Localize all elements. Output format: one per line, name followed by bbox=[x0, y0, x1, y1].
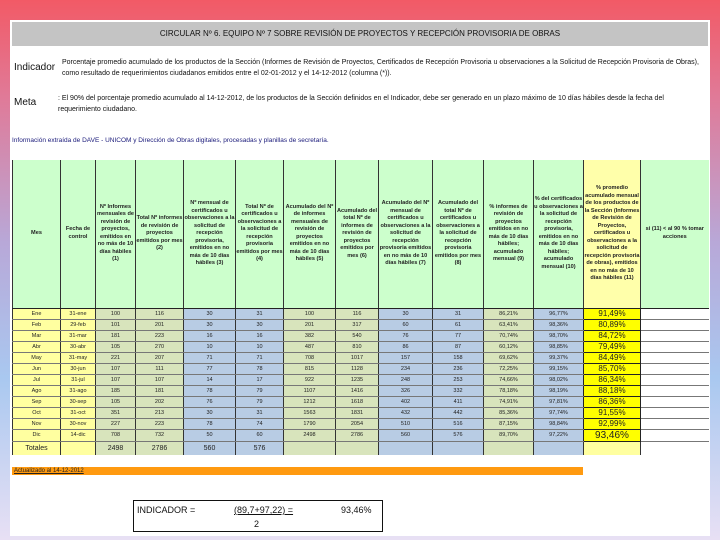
table-cell: 14-dic bbox=[61, 429, 96, 441]
table-cell: 815 bbox=[284, 363, 336, 374]
table-cell: 88,18% bbox=[584, 385, 641, 396]
table-cell: 78,18% bbox=[484, 385, 534, 396]
table-cell: 76 bbox=[184, 396, 236, 407]
table-cell: 234 bbox=[379, 363, 433, 374]
table-row bbox=[13, 407, 709, 418]
totals-row bbox=[13, 441, 709, 455]
updated-text: Actualizado al 14-12-2012 bbox=[14, 468, 84, 474]
column-header: Nº Informes mensuales de revisión de proyectos, emitidos en no más de 10 días hábiles (1) bbox=[96, 160, 136, 308]
column-header: % informes de revisión de proyectos emitidos en no más de 10 días hábiles; acumulado mensual (9) bbox=[484, 160, 534, 308]
table-cell: 50 bbox=[184, 429, 236, 441]
table-cell: 201 bbox=[136, 319, 184, 330]
table-cell: 317 bbox=[336, 319, 379, 330]
table-cell: 97,81% bbox=[534, 396, 584, 407]
table-cell: 63,41% bbox=[484, 319, 534, 330]
table-cell bbox=[641, 429, 709, 441]
table-row bbox=[13, 352, 709, 363]
totals-cell bbox=[484, 441, 534, 455]
formula-denominator: 2 bbox=[254, 519, 260, 529]
table-row bbox=[13, 341, 709, 352]
table-cell: 107 bbox=[96, 374, 136, 385]
table-cell: 91,49% bbox=[584, 308, 641, 319]
table-cell: 31-oct bbox=[61, 407, 96, 418]
table-cell: 101 bbox=[96, 319, 136, 330]
table-cell: 86 bbox=[379, 341, 433, 352]
table-cell: 105 bbox=[96, 341, 136, 352]
table-cell: 708 bbox=[284, 352, 336, 363]
table-cell: 70,74% bbox=[484, 330, 534, 341]
table-cell: 87 bbox=[433, 341, 484, 352]
table-cell: 79,49% bbox=[584, 341, 641, 352]
table-cell: 402 bbox=[379, 396, 433, 407]
table-cell: 540 bbox=[336, 330, 379, 341]
column-header: Acumulado del Nº mensual de certificados u observaciones a la solicitud de recepción provisoria emitidos en no más de 10 días hábiles (7) bbox=[379, 160, 433, 308]
table-cell: 78 bbox=[184, 385, 236, 396]
table-cell: 270 bbox=[136, 341, 184, 352]
totals-cell bbox=[336, 441, 379, 455]
table-cell: 17 bbox=[236, 374, 284, 385]
column-header: Total Nº de certificados u observaciones a la solicitud de recepción provisoria emitidos por mes (4) bbox=[236, 160, 284, 308]
totals-cell bbox=[584, 441, 641, 455]
table-cell: 100 bbox=[284, 308, 336, 319]
table-cell: 78 bbox=[184, 418, 236, 429]
table-cell: 181 bbox=[96, 330, 136, 341]
table-cell: 92,99% bbox=[584, 418, 641, 429]
table-cell: 2786 bbox=[336, 429, 379, 441]
table-cell: 107 bbox=[136, 374, 184, 385]
totals-cell bbox=[534, 441, 584, 455]
table-cell: Dic bbox=[13, 429, 61, 441]
column-header: Acumulado del total Nº de informes de revisión de proyectos emitidos por mes (6) bbox=[336, 160, 379, 308]
table-cell: 97,74% bbox=[534, 407, 584, 418]
totals-cell bbox=[284, 441, 336, 455]
table-cell: 30 bbox=[236, 319, 284, 330]
table-cell: 10 bbox=[184, 341, 236, 352]
column-header: Fecha de control bbox=[61, 160, 96, 308]
table-cell: 560 bbox=[379, 429, 433, 441]
table-cell: 77 bbox=[184, 363, 236, 374]
table-cell: 74,91% bbox=[484, 396, 534, 407]
table-cell: 31-jul bbox=[61, 374, 96, 385]
totals-cell: 2498 bbox=[96, 441, 136, 455]
totals-cell: Totales bbox=[13, 441, 61, 455]
table-cell: 74 bbox=[236, 418, 284, 429]
totals-cell bbox=[641, 441, 709, 455]
table-cell: 99,15% bbox=[534, 363, 584, 374]
table-cell: 922 bbox=[284, 374, 336, 385]
table-cell: 732 bbox=[136, 429, 184, 441]
table-cell: 100 bbox=[96, 308, 136, 319]
table-cell: 85,36% bbox=[484, 407, 534, 418]
table-cell: 60 bbox=[379, 319, 433, 330]
table-cell: 98,70% bbox=[534, 330, 584, 341]
table-cell: 97,22% bbox=[534, 429, 584, 441]
formula-numerator: (89,7+97,22) = bbox=[234, 505, 294, 515]
table-cell: 71 bbox=[236, 352, 284, 363]
table-cell bbox=[641, 396, 709, 407]
table-cell: 510 bbox=[379, 418, 433, 429]
table-cell: 223 bbox=[136, 418, 184, 429]
table-cell: 31 bbox=[236, 308, 284, 319]
table-cell: 98,36% bbox=[534, 319, 584, 330]
sheet-title: CIRCULAR Nº 6. EQUIPO Nº 7 SOBRE REVISIÓN DE PROYECTOS Y RECEPCIÓN PROVISORIA DE OBRAS bbox=[12, 22, 708, 46]
column-header: % promedio acumulado mensual de los productos de la Sección (Informes de Revisión de Proyectos, certificados u observaciones a la solicitud de recepción provisoria de obras), emitidos en no más de 10 días hábiles (11) bbox=[584, 160, 641, 308]
table-cell: 31 bbox=[433, 308, 484, 319]
table-cell: 86,34% bbox=[584, 374, 641, 385]
table-cell: 31-may bbox=[61, 352, 96, 363]
table-cell: 31-ene bbox=[61, 308, 96, 319]
table-cell bbox=[641, 319, 709, 330]
table-cell: 1128 bbox=[336, 363, 379, 374]
formula-result: 93,46% bbox=[341, 505, 372, 515]
column-header: Acumulado del Nº de informes mensuales de revisión de proyectos emitidos en no más de 10 días hábiles (5) bbox=[284, 160, 336, 308]
table-row bbox=[13, 385, 709, 396]
table-cell: 576 bbox=[433, 429, 484, 441]
table-cell: 1235 bbox=[336, 374, 379, 385]
table-cell: 213 bbox=[136, 407, 184, 418]
table-cell: Jul bbox=[13, 374, 61, 385]
totals-cell: 560 bbox=[184, 441, 236, 455]
table-cell: 116 bbox=[136, 308, 184, 319]
table-cell: 79 bbox=[236, 396, 284, 407]
column-header: Total Nº informes de revisión de proyectos emitidos por mes (2) bbox=[136, 160, 184, 308]
table-cell: 30 bbox=[379, 308, 433, 319]
totals-cell: 576 bbox=[236, 441, 284, 455]
table-cell: 30 bbox=[184, 319, 236, 330]
table-cell: Oct bbox=[13, 407, 61, 418]
table-cell: 89,70% bbox=[484, 429, 534, 441]
table-cell: Abr bbox=[13, 341, 61, 352]
table-cell: 1790 bbox=[284, 418, 336, 429]
table-cell: 84,49% bbox=[584, 352, 641, 363]
table-cell: 201 bbox=[284, 319, 336, 330]
table-cell: 107 bbox=[96, 363, 136, 374]
table-cell: 432 bbox=[379, 407, 433, 418]
column-header: si (11) < al 90 % tomar acciones bbox=[641, 160, 709, 308]
table-cell: 442 bbox=[433, 407, 484, 418]
table-cell: Jun bbox=[13, 363, 61, 374]
table-cell: 16 bbox=[236, 330, 284, 341]
table-cell: 60,12% bbox=[484, 341, 534, 352]
table-cell bbox=[641, 418, 709, 429]
table-cell: Feb bbox=[13, 319, 61, 330]
meta-label: Meta bbox=[14, 97, 37, 108]
table-cell: 810 bbox=[336, 341, 379, 352]
table-cell: 487 bbox=[284, 341, 336, 352]
table-row bbox=[13, 308, 709, 319]
table-cell: 86,36% bbox=[584, 396, 641, 407]
table-cell bbox=[641, 385, 709, 396]
table-cell: 253 bbox=[433, 374, 484, 385]
table-cell: 30-jun bbox=[61, 363, 96, 374]
table-cell: 2054 bbox=[336, 418, 379, 429]
table-cell: 61 bbox=[433, 319, 484, 330]
table-cell: 2498 bbox=[284, 429, 336, 441]
table-cell: 71 bbox=[184, 352, 236, 363]
table-cell: 1563 bbox=[284, 407, 336, 418]
table-cell: 1212 bbox=[284, 396, 336, 407]
table-cell bbox=[641, 407, 709, 418]
table-cell: 202 bbox=[136, 396, 184, 407]
table-cell: 98,19% bbox=[534, 385, 584, 396]
table-cell: 72,25% bbox=[484, 363, 534, 374]
table-row bbox=[13, 396, 709, 407]
table-cell: 60 bbox=[236, 429, 284, 441]
column-header: % del certificados u observaciones a la solicitud de recepción provisoria, emitidos en no más de 10 días hábiles; acumulado mensual (10) bbox=[534, 160, 584, 308]
table-cell: 516 bbox=[433, 418, 484, 429]
source-note: Información extraída de DAVE - UNICOM y Dirección de Obras digitales, procesadas y planillas de secretaría. bbox=[12, 137, 329, 144]
totals-cell bbox=[379, 441, 433, 455]
table-cell: 16 bbox=[184, 330, 236, 341]
table-cell: 99,37% bbox=[534, 352, 584, 363]
table-cell: 31-mar bbox=[61, 330, 96, 341]
table-cell: Ago bbox=[13, 385, 61, 396]
table-cell: 98,85% bbox=[534, 341, 584, 352]
table-cell: 69,62% bbox=[484, 352, 534, 363]
table-row bbox=[13, 418, 709, 429]
table-cell: 158 bbox=[433, 352, 484, 363]
totals-cell: 2786 bbox=[136, 441, 184, 455]
table-cell: 1416 bbox=[336, 385, 379, 396]
table-cell: 227 bbox=[96, 418, 136, 429]
table-cell: 411 bbox=[433, 396, 484, 407]
table-cell: 14 bbox=[184, 374, 236, 385]
table-cell bbox=[641, 363, 709, 374]
table-cell: 326 bbox=[379, 385, 433, 396]
table-cell: 30-abr bbox=[61, 341, 96, 352]
column-header: Mes bbox=[13, 160, 61, 308]
table-row bbox=[13, 330, 709, 341]
table-cell: 223 bbox=[136, 330, 184, 341]
table-row bbox=[13, 374, 709, 385]
table-cell: 76 bbox=[379, 330, 433, 341]
table-cell: 87,15% bbox=[484, 418, 534, 429]
table-cell: 1618 bbox=[336, 396, 379, 407]
column-header: Nº mensual de certificados u observaciones a la solicitud de recepción provisoria, emitidos en no más de 10 días hábiles (3) bbox=[184, 160, 236, 308]
table-cell bbox=[641, 308, 709, 319]
table-cell: 80,89% bbox=[584, 319, 641, 330]
table-cell: 79 bbox=[236, 385, 284, 396]
table-cell: 31-ago bbox=[61, 385, 96, 396]
table-cell bbox=[641, 341, 709, 352]
table-cell: 93,46% bbox=[584, 429, 641, 441]
table-cell: 98,84% bbox=[534, 418, 584, 429]
table-cell: 332 bbox=[433, 385, 484, 396]
table-cell: 248 bbox=[379, 374, 433, 385]
table-cell: 77 bbox=[433, 330, 484, 341]
table-cell: Sep bbox=[13, 396, 61, 407]
indicador-label: Indicador bbox=[14, 62, 56, 73]
table-cell: 181 bbox=[136, 385, 184, 396]
table-cell: 30 bbox=[184, 308, 236, 319]
table-cell: 30-sep bbox=[61, 396, 96, 407]
column-header: Acumulado del total Nº de certificados u observaciones a la solicitud de recepción provisoria emitidos por mes (8) bbox=[433, 160, 484, 308]
updated-bar bbox=[12, 467, 583, 475]
totals-cell bbox=[433, 441, 484, 455]
table-cell: 111 bbox=[136, 363, 184, 374]
table-cell: 105 bbox=[96, 396, 136, 407]
table-cell: May bbox=[13, 352, 61, 363]
table-cell: 98,02% bbox=[534, 374, 584, 385]
table-cell: 207 bbox=[136, 352, 184, 363]
table-row bbox=[13, 363, 709, 374]
formula-label: INDICADOR = bbox=[137, 505, 196, 515]
table-cell bbox=[641, 330, 709, 341]
meta-text: : El 90% del porcentaje promedio acumulado al 14-12-2012, de los productos de la Sección definidos en el Indicador, debe ser generado en un plazo máximo de 10 días hábiles desde la fecha del requerimiento ciudadano. bbox=[58, 95, 664, 113]
table-cell: 708 bbox=[96, 429, 136, 441]
table-cell: 382 bbox=[284, 330, 336, 341]
table-row bbox=[13, 429, 709, 441]
table-cell: 157 bbox=[379, 352, 433, 363]
table-cell: 30 bbox=[184, 407, 236, 418]
indicador-text: Porcentaje promedio acumulado de los productos de la Sección (Informes de Revisión de Proyectos, Certificados de Recepción Provisoria u observaciones a la Solicitud de Recepción Provisoria de Obras), como resultado de requerimientos ciudadanos emitidos entre el 02-01-2012 y el 14-12-2012 (columna (*)). bbox=[62, 59, 699, 77]
table-cell: 74,66% bbox=[484, 374, 534, 385]
table-cell: 30-nov bbox=[61, 418, 96, 429]
table-cell: 29-feb bbox=[61, 319, 96, 330]
table-cell bbox=[641, 374, 709, 385]
table-cell: 78 bbox=[236, 363, 284, 374]
table-cell: 1107 bbox=[284, 385, 336, 396]
totals-cell bbox=[61, 441, 96, 455]
table-cell: 96,77% bbox=[534, 308, 584, 319]
table-cell: 31 bbox=[236, 407, 284, 418]
table-cell: 236 bbox=[433, 363, 484, 374]
indicator-formula-box bbox=[133, 500, 383, 532]
table-cell: Nov bbox=[13, 418, 61, 429]
table-cell: 1831 bbox=[336, 407, 379, 418]
table-cell: Ene bbox=[13, 308, 61, 319]
table-cell: 91,55% bbox=[584, 407, 641, 418]
table-cell: 10 bbox=[236, 341, 284, 352]
table-cell: 221 bbox=[96, 352, 136, 363]
table-cell: 1017 bbox=[336, 352, 379, 363]
data-table bbox=[12, 160, 709, 455]
table-cell bbox=[641, 352, 709, 363]
table-cell: 351 bbox=[96, 407, 136, 418]
table-cell: 185 bbox=[96, 385, 136, 396]
table-cell: 116 bbox=[336, 308, 379, 319]
table-row bbox=[13, 319, 709, 330]
table-cell: 84,72% bbox=[584, 330, 641, 341]
table-cell: 85,70% bbox=[584, 363, 641, 374]
table-cell: Mar bbox=[13, 330, 61, 341]
table-cell: 86,21% bbox=[484, 308, 534, 319]
